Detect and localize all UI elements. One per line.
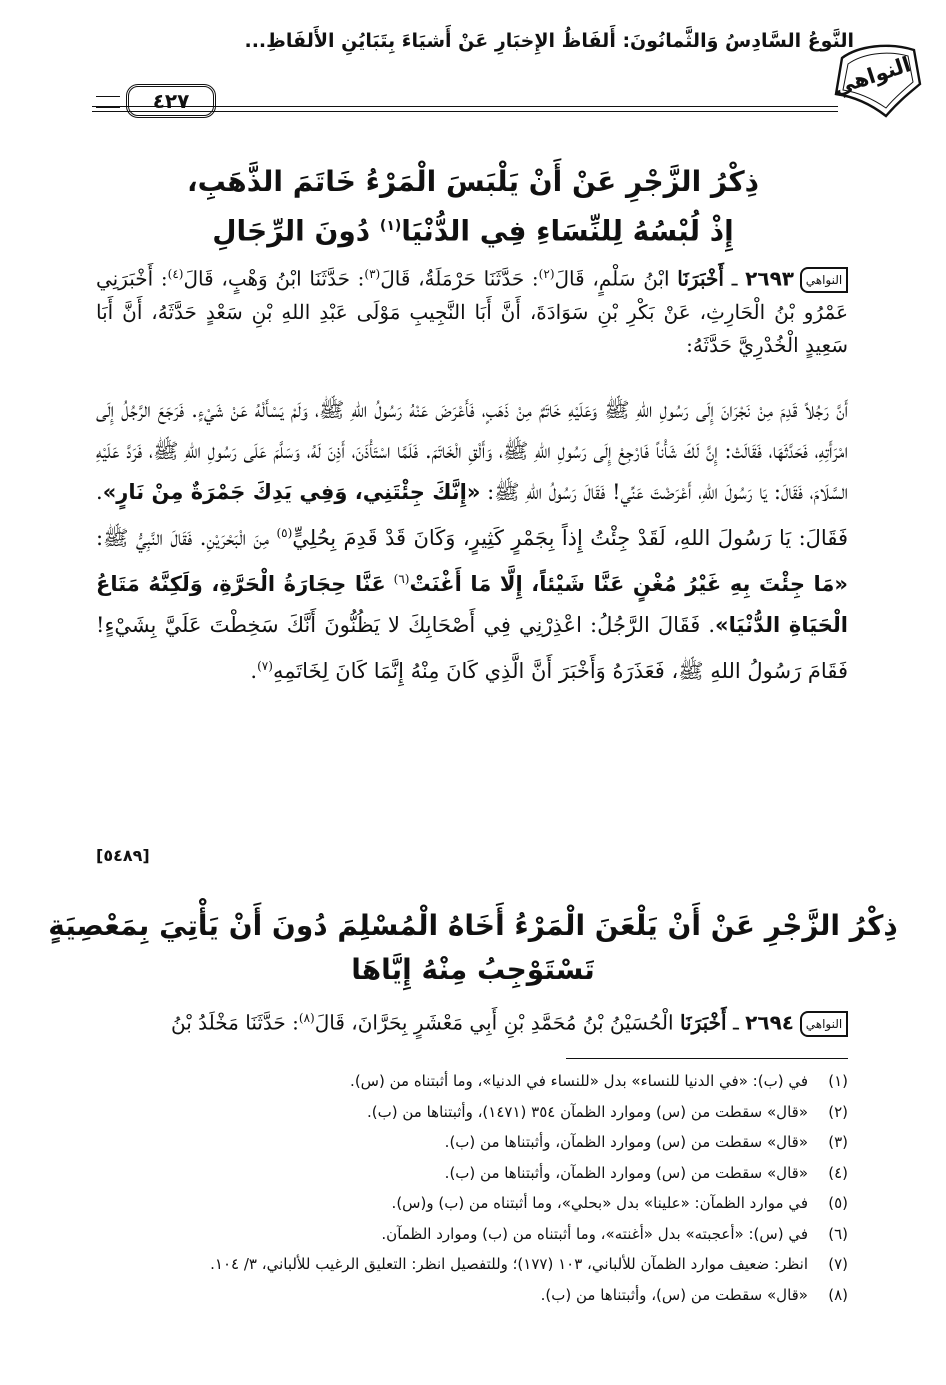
footnote-text: «قال» سقطت من (س) وموارد الظمآن ٣٥٤ (١٤٧١)، وأثبتناها من (ب). [367,1102,808,1121]
footnote-text: في موارد الظمآن: «علينا» بدل «بحلي»، وما أثبتناه من (ب) و(س). [391,1194,808,1212]
prophetic-statement: «مَا جِئْتَ بِهِ غَيْرُ مُغْنٍ عَنَّا شَيْئاً، إِلَّا مَا أَغْنَتْ [409,572,849,596]
isnad-text: الْحُسَيْنُ بْنُ مُحَمَّدِ بْنِ أَبِي مَعْشَرٍ بِحَرَّانَ، قَالَ [314,1010,674,1035]
page-number: ٤٢٧ [126,84,216,118]
section-title [40,160,906,253]
footnote [96,1097,848,1128]
title-line: ذِكْرُ الزَّجْرِ عَنْ أَنْ يَلْعَنَ الْمَرْءُ أَخَاهُ الْمُسْلِمَ دُونَ أَنْ يَأْتِيَ بِمَعْصِيَةٍ [48,909,898,942]
tag-icon: النواهي [800,1011,848,1037]
footnote [96,1158,848,1189]
footnote-number: (٢) [828,1102,848,1121]
matn-text: . [250,659,258,683]
footnote-number: (٦) [828,1224,848,1243]
footnote-number: (٣) [828,1133,848,1151]
footnote-text: انظر: ضعيف موارد الظمآن للألباني، ١٠٣ (١٧٧)؛ وللتفصيل انظر: التعليق الرغيب للألباني، ٣/ ١٠٤. [210,1255,808,1273]
isnad-text: : حَدَّثَنَا ابْنُ وَهْبٍ، قَالَ [183,266,365,291]
badge-label: النواهي [830,52,914,100]
decorative-rules [96,96,120,108]
hadith-number: ٢٦٩٤ [745,1010,794,1035]
isnad-text: ابْنُ سَلْمٍ، قَالَ [554,266,670,291]
matn-text: مِنَ الْبَحْرَيْنِ. فَقَالَ النَّبِيُّ ﷺ: [96,526,277,550]
prophetic-statement: عَنَّا حِجَارَةُ الْحَرَّةِ، وَلَكِنَّهُ مَتَاعُ الْحَيَاةِ الدُّنْيَا» [96,572,848,637]
matn-text: أَنَّ رَجُلاً قَدِمَ مِنْ نَجْرَانَ إِلَى رَسُولِ اللهِ ﷺ وَعَلَيْهِ خَاتَمٌ مِنْ ذَهَبٍ، فَأَعْرَضَ عَنْهُ رَسُولُ اللهِ ﷺ، وَلَمْ يَسْأَلْهُ عَنْ شَيْءٍ. فَرَجَعَ الرَّجُلُ إِلَى امْرَأَتِهِ، فَحَدَّثَهَا، فَقَالَتْ: إِنَّ لَكَ شَأْناً فَارْجِعْ إِلَى رَسُولِ اللهِ ﷺ، وَأَلْقِ الْخَاتَمَ. فَلَمَّا اسْتَأْذَنَ، أَذِنَ لَهُ، وَسَلَّمَ عَلَى رَسُولِ اللهِ ﷺ، فَرَدَّ عَلَيْهِ السَّلَامَ، فَقَالَ: يَا رَسُولَ اللهِ، أَعْرَضْتَ عَنِّي! فَقَالَ رَسُولُ اللهِ ﷺ: [96,398,848,504]
footnote [96,1127,848,1158]
footnote-ref: (٥) [276,526,293,540]
hadith-isnad: النواهي٢٦٩٤ ـ أَخْبَرَنَا الْحُسَيْنُ بْنُ مُحَمَّدِ بْنِ أَبِي مَعْشَرٍ بِحَرَّانَ، قَالَ$^{(٨)}$: حَدَّثَنَا مَخْلَدُ بْنُ [96,1002,848,1040]
footnote-ref: (٣) [364,267,381,281]
title-line [40,204,906,253]
footnote-number: (١) [828,1072,848,1090]
title-text: دُونَ الرِّجَالِ [212,214,371,248]
hadith-number: ٢٦٩٣ [745,266,794,291]
title-line: تَسْتَوْجِبُ مِنْهُ إِيَّاهَا [351,953,595,986]
footnote-ref: (٧) [257,659,273,673]
isnad-text: : حَدَّثَنَا مَخْلَدُ بْنُ [170,1010,299,1035]
footnote [96,1188,848,1219]
footnote-ref: (٦) [393,572,410,586]
akhbarana-label: أَخْبَرَنَا [677,266,724,291]
matn-text: . فَقَالَ: يَا رَسُولَ اللهِ، لَقَدْ جِئْتُ إِذاً بِجَمْرٍ كَثِيرٍ، وَكَانَ قَدْ قَدِمَ بِحُلِيٍّ [96,480,848,550]
title-line: ذِكْرُ الزَّجْرِ عَنْ أَنْ يَلْبَسَ الْمَرْءُ خَاتَمَ الذَّهَبِ، [187,165,759,198]
page-header [92,46,926,126]
tag-icon: النواهي [800,267,848,293]
footnotes [96,1066,848,1310]
footnote-ref: (٤) [167,267,184,281]
footnote-number: (٨) [828,1285,848,1304]
footnote [96,1280,848,1311]
matn-text: . فَقَالَ الرَّجُلُ: اعْذِرْنِي فِي أَصْحَابِكَ لا يَظُنُّونَ أَنَّكَ سَخِطْتَ عَلَيَّ بِشَيْءٍ! فَقَامَ رَسُولُ اللهِ ﷺ، فَعَذَرَهُ وَأَخْبَرَ أَنَّ الَّذِي كَانَ مِنْهُ إِنَّمَا كَانَ لِخَاتَمِهِ [96,613,848,683]
prophetic-statement: «إِنَّكَ جِئْتَنِي، وَفِي يَدِكَ جَمْرَةٌ مِنْ نَارٍ» [102,480,481,504]
footnote-text: «قال» سقطت من (س) وموارد الظمآن، وأثبتناها من (ب). [444,1133,808,1151]
section-title [40,904,906,992]
footnote-ref: (٨) [298,1011,315,1025]
title-text: إِذْ لُبْسُهُ لِلنِّسَاءِ فِي الدُّنْيَا [401,214,734,248]
footnote-text: «قال» سقطت من (س)، وأثبتناها من (ب). [540,1285,808,1304]
footnote [96,1249,848,1280]
hadith-reference: [٥٤٨٩] [96,846,150,865]
footnote-number: (٤) [828,1163,848,1182]
footnote-text: في (ب): «في الدنيا للنساء» بدل «للنساء في الدنيا»، وما أثبتناه من (س). [350,1072,808,1090]
footnote-divider [566,1058,848,1059]
isnad-text: : حَدَّثَنَا حَرْمَلَةُ، قَالَ [380,266,539,291]
isnad-text: : أَخْبَرَنِي عَمْرُو بْنُ الْحَارِثِ، عَنْ بَكْرِ بْنِ سَوَادَةَ، أَنَّ أَبَا النَّجِيبِ مَوْلَى عَبْدِ اللهِ بْنِ سَعْدٍ حَدَّثَهُ، أَنَّ أَبَا سَعِيدٍ الْخُدْرِيَّ حَدَّثَهُ: [96,266,848,357]
footnote [96,1066,848,1097]
running-title: النَّوعُ السَّادِسُ وَالثَّمانُونَ: أَلفَاظُ الإِخبَارِ عَنْ أَشيَاءَ بِتَبَايُنِ الأَلفَاظِ... [244,30,854,52]
footnote-ref: (٢) [538,267,555,281]
footnote-ref: (١) [379,218,402,234]
footnote-number: (٥) [828,1194,848,1212]
footnote [96,1219,848,1250]
hadith-matn [96,390,848,692]
footnote-text: «قال» سقطت من (س) وموارد الظمآن، وأثبتناها من (ب). [444,1163,808,1182]
footnote-number: (٧) [828,1255,848,1273]
akhbarana-label: أَخْبَرَنَا [679,1010,727,1035]
footnote-text: في (س): «أعجبته» بدل «أغنته»، وما أثبتناه من (ب) وموارد الظمآن. [381,1224,808,1243]
hadith-isnad: النواهي٢٦٩٣ ـ أَخْبَرَنَا ابْنُ سَلْمٍ، قَالَ$^{(٢)}$: حَدَّثَنَا حَرْمَلَةُ، قَالَ$^{(٣)}$: حَدَّثَنَا ابْنُ وَهْبٍ، قَالَ$^{(٤)}$: أَخْبَرَنِي عَمْرُو بْنُ الْحَارِثِ، عَنْ بَكْرِ بْنِ سَوَادَةَ، أَنَّ أَبَا النَّجِيبِ مَوْلَى عَبْدِ اللهِ بْنِ سَعْدٍ حَدَّثَهُ، أَنَّ أَبَا سَعِيدٍ الْخُدْرِيَّ حَدَّثَهُ: [96,266,848,357]
